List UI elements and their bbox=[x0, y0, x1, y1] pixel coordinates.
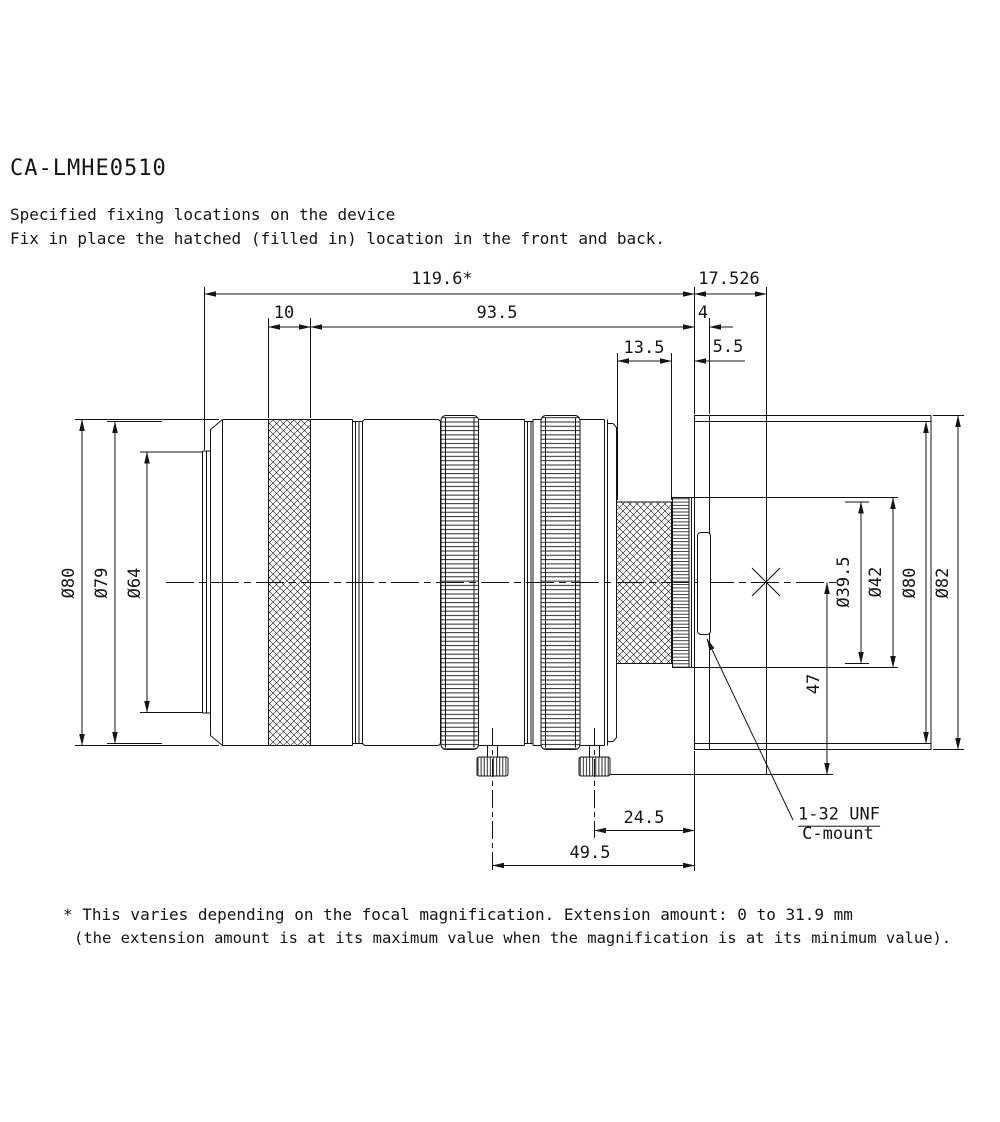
dim-front-screw-to-flange: 49.5 bbox=[569, 843, 611, 864]
dim-rear-cylinder-dia: Ø39.5 bbox=[834, 556, 855, 608]
dim-flange-back: 17.526 bbox=[698, 269, 760, 290]
mount-thread-spec-label: 1-32 UNF bbox=[798, 804, 880, 825]
c-mount-thread bbox=[698, 533, 711, 635]
dim-rear-band-to-flange: 5.5 bbox=[712, 337, 744, 358]
c-mount-leader-line bbox=[707, 639, 793, 820]
dim-mount-flange-dia: Ø82 bbox=[933, 567, 954, 599]
dimension-lines bbox=[82, 294, 958, 866]
footnote-line-1: * This varies depending on the focal magnification. Extension amount: 0 to 31.9 mm bbox=[63, 905, 853, 924]
knurled-ring-2 bbox=[541, 416, 580, 750]
lock-ring bbox=[673, 498, 692, 668]
dim-axis-to-knob-bottom: 47 bbox=[804, 673, 825, 695]
knurled-ring-1 bbox=[441, 416, 479, 750]
dim-front-fixing-band-width: 10 bbox=[273, 303, 295, 324]
dim-flange-plate-thickness: 4 bbox=[697, 303, 709, 324]
dim-rear-fixing-band-width: 13.5 bbox=[623, 338, 665, 359]
dim-mount-step-dia: Ø80 bbox=[900, 567, 921, 599]
drawing-model-title: CA-LMHE0510 bbox=[10, 156, 167, 181]
rear-fixing-hatch bbox=[617, 502, 672, 664]
dim-lock-ring-dia: Ø42 bbox=[866, 566, 887, 598]
extension-lines bbox=[75, 287, 964, 871]
description-line-2: Fix in place the hatched (filled in) location in the front and back. bbox=[10, 229, 666, 248]
description-line-1: Specified fixing locations on the device bbox=[10, 205, 396, 224]
mount-type-label: C-mount bbox=[802, 824, 874, 845]
dim-rear-screw-to-flange: 24.5 bbox=[623, 808, 665, 829]
dim-front-barrel-dia: Ø80 bbox=[59, 567, 80, 599]
dim-front-ring-dia: Ø79 bbox=[92, 567, 113, 599]
dim-front-recess-dia: Ø64 bbox=[125, 567, 146, 599]
dim-overall-length: 119.6* bbox=[411, 269, 473, 290]
dim-band-to-flange: 93.5 bbox=[476, 303, 518, 324]
footnote-line-2: (the extension amount is at its maximum value when the magnification is at its minimum value). bbox=[74, 929, 952, 947]
optical-axis-centerline bbox=[166, 583, 836, 872]
front-fixing-hatch bbox=[269, 420, 311, 746]
